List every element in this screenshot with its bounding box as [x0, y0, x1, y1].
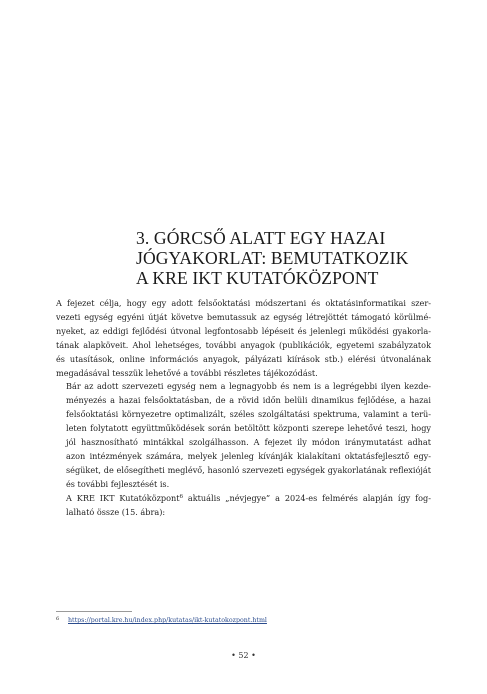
text-run: aktuális „névjegye” a 2024-es felmérés alapján így fog-: [182, 492, 431, 503]
paragraph-line: A fejezet célja, hogy egy adott felsőoktatási módszertani és oktatásinformatikai szer-: [56, 298, 431, 308]
paragraph-line: lalható össze (15. ábra):: [66, 506, 166, 517]
paragraph-line: jól hasznosítható mintákkal szolgálhasson. A fejezet ily módon iránymutatást adhat: [66, 437, 431, 448]
paragraph-1: [56, 297, 431, 380]
paragraph-line: felsőoktatási környezetre optimalizált, széles szolgáltatási spektruma, valamint a terü-: [66, 409, 431, 420]
footnote-reference[interactable]: 6: [179, 493, 183, 500]
paragraph-line: és további fejlesztését is.: [66, 478, 170, 489]
paragraph-3: [56, 492, 431, 520]
paragraph-line: és utasítások, online információs anyagok, pályázati kiírások stb.) elérési útvonalának: [56, 353, 431, 364]
chapter-title-line-1: 3. GÓRCSŐ ALATT EGY HAZAI: [136, 228, 386, 248]
paragraph-line: azon intézmények számára, melyek jelenleg kívánják kialakítani oktatásfejlesztő egy-: [66, 450, 431, 461]
footnote: [56, 615, 431, 625]
page-number: • 52 •: [231, 651, 256, 660]
paragraph-line: [56, 492, 431, 506]
footnote-divider: [56, 611, 132, 612]
footnote-link[interactable]: https://portal.kre.hu/index.php/kutatas/ikt-kutatokozpont.html: [68, 617, 267, 624]
paragraph-line: ségüket, de elősegítheti meglévő, hasonló szervezeti egységek gyakorlatának reflexióját: [66, 464, 431, 475]
paragraph-line: vezeti egység egyéni útját követve bemutassuk az egység létrejöttét támogató körülmé-: [56, 311, 431, 322]
paragraph-line: Bár az adott szervezeti egység nem a legnagyobb és nem is a legrégebbi ilyen kezde-: [66, 381, 431, 392]
paragraph-line: nyeket, az eddigi fejlődési útvonal legfontosabb lépéseit és jelenlegi működési gyakorla-: [56, 325, 431, 336]
paragraph-2: [56, 380, 431, 491]
paragraph-line: leten folytatott együttműködések során betöltött központi szerepe lehetővé teszi, hogy: [66, 423, 431, 434]
paragraph-line: megadásával tesszük lehetővé a további részletes tájékozódást.: [56, 367, 318, 378]
chapter-title: [136, 228, 436, 288]
text-run: A KRE IKT Kutatóközpont: [66, 492, 180, 503]
footnote-number: 6: [56, 616, 60, 622]
chapter-title-line-2: JÓGYAKORLAT: BEMUTATKOZIK: [136, 248, 409, 268]
chapter-title-line-3: A KRE IKT KUTATÓKÖZPONT: [136, 268, 379, 288]
paragraph-line: ményezés a hazai felsőoktatásban, de a rövid időn belüli dinamikus fejlődése, a hazai: [66, 395, 431, 406]
paragraph-line: tának alapköveit. Ahol lehetséges, további anyagok (publikációk, egyetemi szabályzatok: [56, 339, 431, 350]
body-text: [56, 297, 431, 520]
